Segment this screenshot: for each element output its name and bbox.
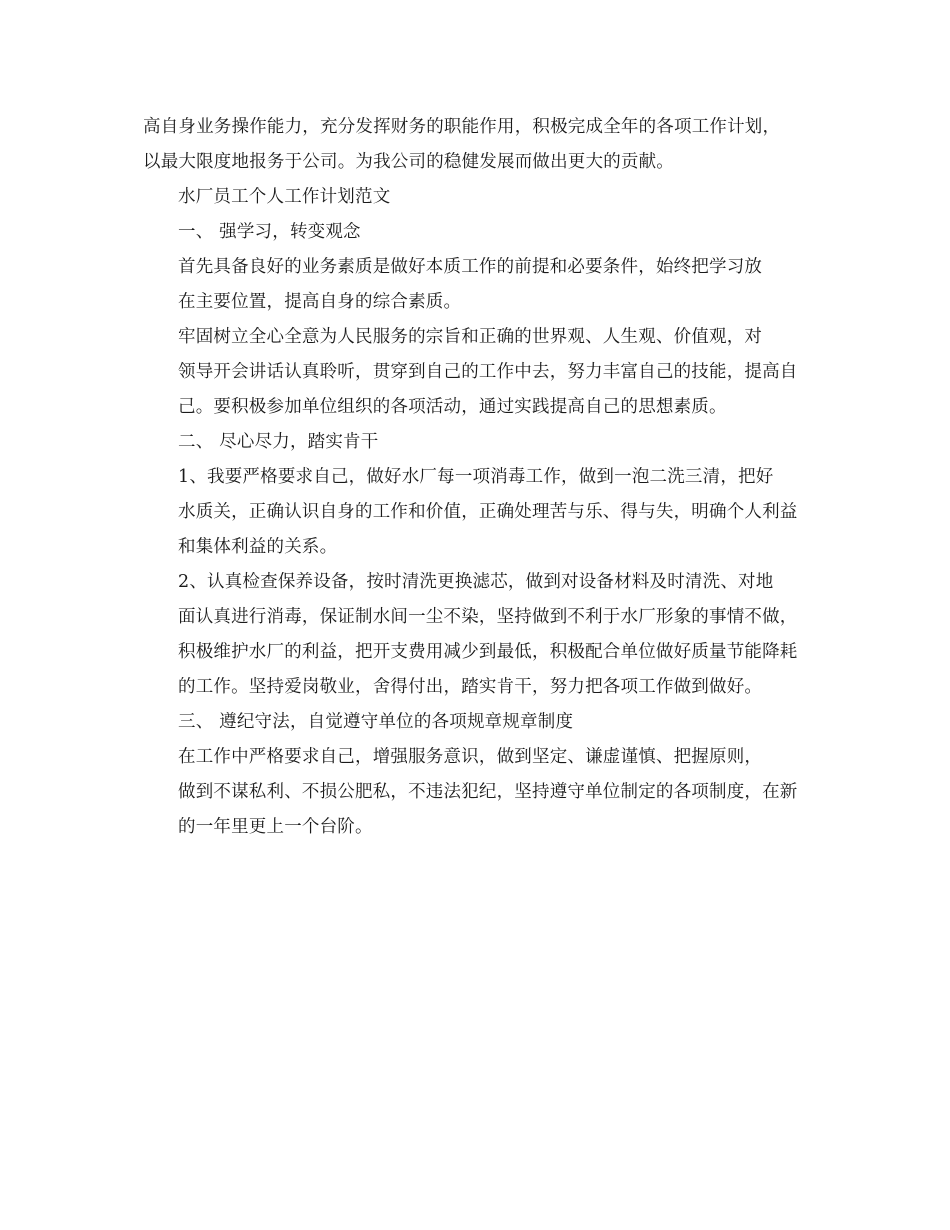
text-line: 2、认真检查保养设备，按时清洗更换滤芯，做到对设备材料及时清洗、对地 — [178, 572, 774, 592]
text-line: 的工作。坚持爱岗敬业，舍得付出，踏实肯干，努力把各项工作做到做好。 — [178, 677, 763, 697]
body-paragraph — [143, 565, 809, 705]
body-paragraph — [143, 740, 809, 845]
text-line: 做到不谋私利、不损公肥私，不违法犯纪，坚持遵守单位制定的各项制度，在新 — [178, 782, 798, 802]
document-title: 水厂员工个人工作计划范文 — [178, 187, 391, 207]
text-line: 积极维护水厂的利益，把开支费用减少到最低，积极配合单位做好质量节能降耗 — [178, 642, 798, 662]
text-line: 牢固树立全心全意为人民服务的宗旨和正确的世界观、人生观、价值观，对 — [178, 327, 763, 347]
body-paragraph — [143, 250, 809, 320]
text-line: 首先具备良好的业务素质是做好本质工作的前提和必要条件，始终把学习放 — [178, 257, 763, 277]
text-line: 以最大限度地报务于公司。为我公司的稳健发展而做出更大的贡献。 — [143, 152, 674, 172]
text-line: 己。要积极参加单位组织的各项活动，通过实践提高自己的思想素质。 — [178, 397, 727, 417]
document-body — [143, 110, 809, 845]
text-line: 在主要位置，提高自身的综合素质。 — [178, 292, 462, 312]
text-line: 面认真进行消毒，保证制水间一尘不染，坚持做到不利于水厂形象的事情不做， — [178, 607, 798, 627]
body-paragraph — [143, 460, 809, 565]
section-heading-2: 二、 尽心尽力，踏实肯干 — [178, 432, 379, 452]
text-line: 领导开会讲话认真聆听，贯穿到自己的工作中去，努力丰富自己的技能，提高自 — [178, 362, 798, 382]
section-heading-3: 三、 遵纪守法，自觉遵守单位的各项规章规章制度 — [178, 712, 574, 732]
text-line: 在工作中严格要求自己，增强服务意识，做到坚定、谦虚谨慎、把握原则， — [178, 747, 763, 767]
text-line: 高自身业务操作能力，充分发挥财务的职能作用，积极完成全年的各项工作计划， — [143, 117, 781, 137]
continuation-paragraph — [143, 110, 809, 180]
body-paragraph — [143, 320, 809, 425]
text-line: 的一年里更上一个台阶。 — [178, 817, 373, 837]
text-line: 水质关，正确认识自身的工作和价值，正确处理苦与乐、得与失，明确个人利益 — [178, 502, 798, 522]
text-line: 1、我要严格要求自己，做好水厂每一项消毒工作，做到一泡二洗三清，把好 — [178, 467, 774, 487]
section-heading-1: 一、 强学习，转变观念 — [178, 222, 361, 242]
text-line: 和集体利益的关系。 — [178, 537, 338, 557]
